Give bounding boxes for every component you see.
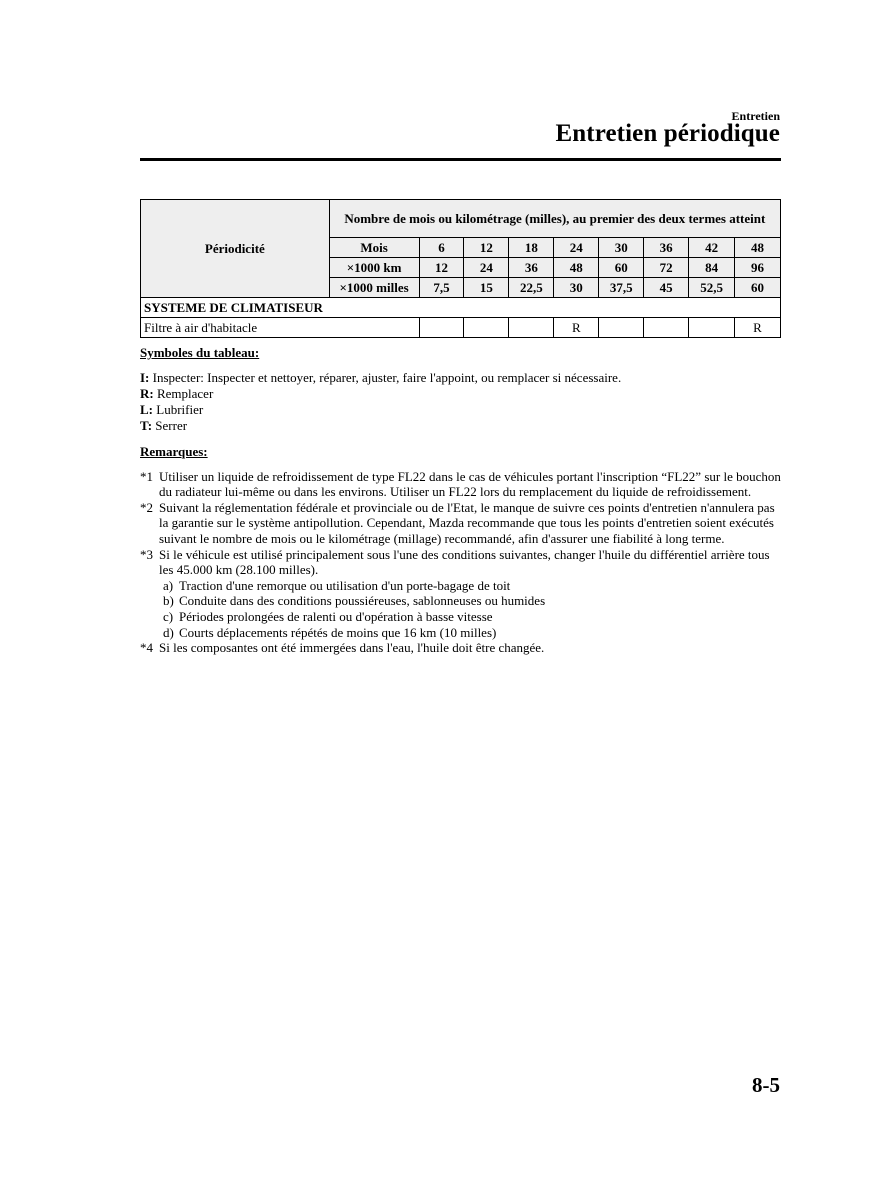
table-row <box>141 318 781 338</box>
list-item <box>140 386 781 402</box>
table-cell: 36 <box>509 258 554 278</box>
row-label: ×1000 km <box>329 258 419 278</box>
table-cell <box>419 318 464 338</box>
note-number: *1 <box>140 468 153 484</box>
table-cell <box>644 318 689 338</box>
table-cell: 12 <box>419 258 464 278</box>
section-row: SYSTEME DE CLIMATISEUR <box>141 298 781 318</box>
page-title: Entretien périodique <box>555 120 780 147</box>
table-cell: 48 <box>554 258 599 278</box>
symbol-text: Remplacer <box>153 386 214 401</box>
symbol-key: L: <box>140 402 153 417</box>
table-cell: 48 <box>735 238 781 258</box>
note-number: *4 <box>140 640 153 656</box>
maintenance-table <box>140 199 781 338</box>
symbols-list <box>140 370 781 434</box>
table-cell: 7,5 <box>419 278 464 298</box>
table-cell <box>509 318 554 338</box>
table-cell: 18 <box>509 238 554 258</box>
sub-item <box>159 609 781 625</box>
table-cell <box>599 318 644 338</box>
table-cell: 45 <box>644 278 689 298</box>
table-cell: 30 <box>554 278 599 298</box>
table-cell <box>464 318 509 338</box>
row-label: ×1000 milles <box>329 278 419 298</box>
table-cell: 12 <box>464 238 509 258</box>
sub-letter: d) <box>163 624 174 640</box>
table-cell: 96 <box>735 258 781 278</box>
symbol-key: R: <box>140 386 154 401</box>
note-item <box>140 500 781 547</box>
table-cell: R <box>735 318 781 338</box>
symbols-heading: Symboles du tableau: <box>140 345 260 360</box>
table-cell: 84 <box>689 258 735 278</box>
section-label: Entretien <box>731 109 780 123</box>
periodicite-cell: Périodicité <box>141 200 330 298</box>
note-text: Si le véhicule est utilisé principalement sous l'une des conditions suivantes, changer l'huile du différentiel arrière tous les 45.000 km (28.100 milles). <box>159 546 770 578</box>
sub-item <box>159 578 781 594</box>
sub-letter: b) <box>163 593 174 609</box>
table-cell: 52,5 <box>689 278 735 298</box>
table-cell: 36 <box>644 238 689 258</box>
note-text: Suivant la réglementation fédérale et provinciale ou de l'Etat, le manque de suivre ces points d'entretien n'annulera pas la garantie sur le système antipollution. Cependant, Mazda recommande que tous les points d'entretien soient exécutés suivant le nombre de mois ou le kilométrage (millage) recommandé, afin d'assurer une fiabilité à long terme. <box>159 499 775 546</box>
sub-text: Traction d'une remorque ou utilisation d'un porte-bagage de toit <box>179 577 511 593</box>
sub-text: Courts déplacements répétés de moins que 16 km (10 milles) <box>179 624 497 640</box>
notes-list <box>140 469 781 656</box>
table-cell: 24 <box>554 238 599 258</box>
table-cell: 60 <box>735 278 781 298</box>
sub-item <box>159 625 781 641</box>
list-item <box>140 370 781 386</box>
symbol-text: Serrer <box>152 418 188 433</box>
sub-letter: c) <box>163 608 174 624</box>
table-cell <box>689 318 735 338</box>
note-item <box>140 469 781 500</box>
table-cell: 24 <box>464 258 509 278</box>
remarks-heading: Remarques: <box>140 444 208 459</box>
table-row <box>141 200 781 238</box>
item-label: Filtre à air d'habitacle <box>141 318 420 338</box>
interval-header: Nombre de mois ou kilométrage (milles), au premier des deux termes atteint <box>329 200 780 238</box>
title-rule <box>140 158 781 161</box>
symbol-key: T: <box>140 418 153 433</box>
remarks-section <box>140 444 781 656</box>
sub-item <box>159 593 781 609</box>
symbols-section <box>140 345 781 434</box>
sub-letter: a) <box>163 577 174 593</box>
note-text: Utiliser un liquide de refroidissement de type FL22 dans le cas de véhicules portant l'inscription “FL22” sur le bouchon du radiateur lui-même ou dans les environs. Utiliser un FL22 lors du remplacement du liquide de refroidissement. <box>159 468 781 500</box>
list-item <box>140 418 781 434</box>
note-item <box>140 547 781 641</box>
row-label: Mois <box>329 238 419 258</box>
note-number: *2 <box>140 499 153 515</box>
list-item <box>140 402 781 418</box>
table-cell: 60 <box>599 258 644 278</box>
note-item <box>140 640 781 656</box>
note-number: *3 <box>140 546 153 562</box>
symbol-text: Inspecter: Inspecter et nettoyer, réparer, ajuster, faire l'appoint, ou remplacer si nécessaire. <box>149 370 622 385</box>
table-cell: 42 <box>689 238 735 258</box>
table-cell: 30 <box>599 238 644 258</box>
page-number: 8-5 <box>752 1073 780 1097</box>
table-cell: 15 <box>464 278 509 298</box>
table-cell: 6 <box>419 238 464 258</box>
table-row <box>141 298 781 318</box>
sub-text: Conduite dans des conditions poussiéreuses, sablonneuses ou humides <box>179 593 546 609</box>
note-text: Si les composantes ont été immergées dans l'eau, l'huile doit être changée. <box>159 640 545 656</box>
table-cell: 72 <box>644 258 689 278</box>
table-cell: R <box>554 318 599 338</box>
symbol-text: Lubrifier <box>153 402 204 417</box>
table-cell: 22,5 <box>509 278 554 298</box>
sub-text: Périodes prolongées de ralenti ou d'opération à basse vitesse <box>179 608 493 624</box>
table-cell: 37,5 <box>599 278 644 298</box>
symbol-key: I: <box>140 370 150 385</box>
